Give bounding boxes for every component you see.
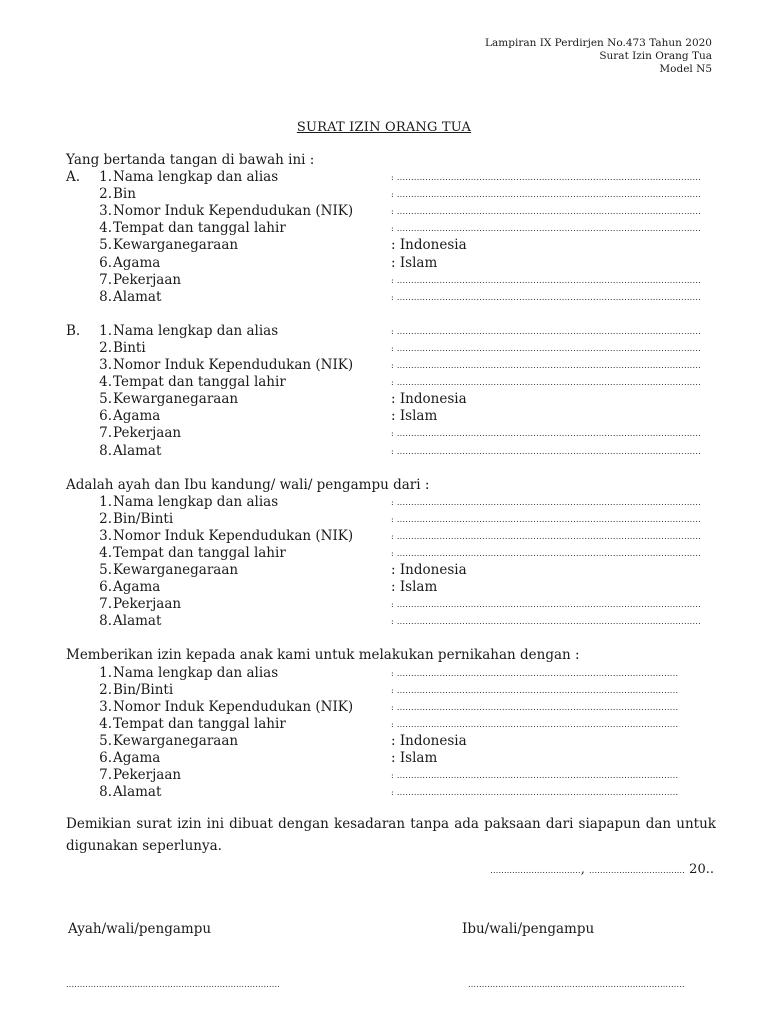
form-row [66,596,716,613]
form-row [66,255,716,272]
row-number: 1. [99,169,112,186]
form-row [66,408,716,425]
row-value: : Islam [391,579,438,596]
form-row [66,545,716,562]
row-value: : ........................................................................................................... [391,548,702,558]
row-label: Alamat [113,288,162,305]
row-label: Pekerjaan [113,271,182,288]
row-label: Pekerjaan [113,425,182,442]
section-child [66,494,716,631]
form-row [66,374,716,391]
row-number: 4. [99,544,112,561]
row-number: 1. [99,322,112,339]
row-label: Pekerjaan [113,767,182,784]
row-number: 3. [99,203,112,220]
row-value: : ........................................................................................................... [391,275,702,285]
row-value: : ................................................................................................... [391,771,679,781]
form-row [66,767,716,784]
form-row [66,203,716,220]
row-value: : ........................................................................................................... [391,207,702,217]
form-row [66,272,716,289]
row-number: 6. [99,408,112,425]
row-number: 6. [99,254,112,271]
place-date-line [490,862,714,877]
row-number: 2. [99,186,112,203]
row-number: 2. [99,681,112,698]
form-row [66,562,716,579]
row-value: : Islam [391,750,438,766]
form-row [66,733,716,750]
form-row [66,579,716,596]
row-value: : ........................................................................................................... [391,173,702,183]
spouse-intro-text: Memberikan izin kepada anak kami untuk melakukan pernikahan dengan : [66,647,580,664]
row-label: Kewarganegaraan [113,237,239,254]
row-number: 6. [99,579,112,596]
row-label: Nama lengkap dan alias [113,169,279,186]
form-row [66,443,716,460]
row-number: 3. [99,357,112,374]
row-number: 5. [99,391,112,408]
row-number: 2. [99,339,112,356]
section-spouse [66,665,716,802]
form-row [66,784,716,801]
signature-line-father: .............................................................................. [66,980,280,989]
form-row [66,220,716,237]
form-row [66,425,716,442]
signature-line-mother: ............................................................................... [468,980,685,989]
document-body [66,152,716,857]
form-row [66,613,716,630]
row-value: : Indonesia [391,732,467,749]
row-label: Kewarganegaraan [113,391,239,408]
year-prefix: 20.. [685,862,714,877]
row-value: : ........................................................................................................... [391,326,702,336]
date-blank: ................................... [589,866,686,875]
section-letter: A. [66,169,81,186]
header-doc-name: Surat Izin Orang Tua [599,50,712,62]
row-value: : ........................................................................................................... [391,361,702,371]
form-row [66,391,716,408]
row-label: Nomor Induk Kependudukan (NIK) [113,698,354,715]
row-label: Pekerjaan [113,596,182,613]
row-value: : ................................................................................................... [391,719,679,729]
row-value: : Indonesia [391,562,467,579]
row-value: : ........................................................................................................... [391,378,702,388]
row-label: Agama [113,579,161,596]
signature-label-mother: Ibu/wali/pengampu [462,921,595,937]
row-number: 6. [99,750,112,766]
row-number: 2. [99,510,112,527]
row-number: 7. [99,596,112,613]
form-row [66,169,716,186]
document-header [485,37,712,76]
form-row [66,289,716,306]
row-value: : ........................................................................................................... [391,514,702,524]
section-letter: B. [66,322,81,339]
form-row [66,682,716,699]
row-value: : ........................................................................................................... [391,600,702,610]
row-value: : ................................................................................................... [391,702,679,712]
child-intro-text: Adalah ayah dan Ibu kandung/ wali/ pengampu dari : [66,476,430,493]
row-value: : ........................................................................................................... [391,429,702,439]
row-value: : Islam [391,254,438,271]
row-value: : ........................................................................................................... [391,531,702,541]
row-label: Nama lengkap dan alias [113,322,279,339]
row-value: : ........................................................................................................... [391,446,702,456]
document-title: SURAT IZIN ORANG TUA [296,120,472,135]
row-value: : Indonesia [391,391,467,408]
row-value: : ................................................................................................... [391,668,679,678]
form-row [66,357,716,374]
row-label: Nama lengkap dan alias [113,664,279,681]
row-label: Tempat dan tanggal lahir [113,715,286,732]
row-label: Kewarganegaraan [113,732,239,749]
row-number: 3. [99,527,112,544]
row-value: : ................................................................................................... [391,685,679,695]
row-number: 4. [99,715,112,732]
form-row [66,528,716,545]
row-label: Binti [113,339,146,356]
row-number: 5. [99,562,112,579]
section-a [66,169,716,306]
row-number: 8. [99,288,112,305]
row-label: Bin/Binti [113,510,174,527]
row-number: 4. [99,374,112,391]
row-number: 7. [99,767,112,784]
date-separator: , [580,862,590,877]
row-number: 8. [99,784,112,801]
row-value: : ................................................................................................... [391,788,679,798]
row-label: Bin [113,186,136,203]
row-number: 7. [99,425,112,442]
row-number: 1. [99,664,112,681]
row-value: : Indonesia [391,237,467,254]
row-label: Tempat dan tanggal lahir [113,544,286,561]
header-model: Model N5 [659,63,712,75]
row-label: Alamat [113,442,162,459]
signature-label-father: Ayah/wali/pengampu [68,921,212,937]
form-row [66,716,716,733]
form-row [66,511,716,528]
row-number: 8. [99,442,112,459]
row-label: Alamat [113,784,162,801]
row-number: 1. [99,493,112,510]
row-label: Kewarganegaraan [113,562,239,579]
row-label: Agama [113,408,161,425]
row-value: : ........................................................................................................... [391,497,702,507]
row-number: 5. [99,732,112,749]
form-row [66,340,716,357]
row-value: : ........................................................................................................... [391,292,702,302]
row-value: : ........................................................................................................... [391,190,702,200]
form-row [66,750,716,767]
form-row [66,237,716,254]
place-blank: ................................. [490,866,581,875]
form-row [66,323,716,340]
form-row [66,494,716,511]
intro-text: Yang bertanda tangan di bawah ini : [66,152,315,168]
form-row [66,665,716,682]
row-value: : ........................................................................................................... [391,343,702,353]
row-label: Alamat [113,613,162,630]
form-row [66,186,716,203]
row-number: 7. [99,271,112,288]
row-label: Nomor Induk Kependudukan (NIK) [113,527,354,544]
row-number: 3. [99,698,112,715]
row-value: : ........................................................................................................... [391,224,702,234]
row-label: Tempat dan tanggal lahir [113,220,286,237]
form-row [66,699,716,716]
row-value: : Islam [391,408,438,425]
row-label: Bin/Binti [113,681,174,698]
row-label: Nomor Induk Kependudukan (NIK) [113,203,354,220]
row-number: 4. [99,220,112,237]
row-label: Agama [113,254,161,271]
row-number: 5. [99,237,112,254]
row-label: Nomor Induk Kependudukan (NIK) [113,357,354,374]
section-b [66,323,716,460]
closing-paragraph: Demikian surat izin ini dibuat dengan kesadaran tanpa ada paksaan dari siapapun dan untuk digunakan seperlunya. [66,816,716,855]
row-label: Tempat dan tanggal lahir [113,374,286,391]
row-label: Nama lengkap dan alias [113,493,279,510]
row-value: : ........................................................................................................... [391,617,702,627]
header-reference: Lampiran IX Perdirjen No.473 Tahun 2020 [485,37,712,49]
row-number: 8. [99,613,112,630]
row-label: Agama [113,750,161,766]
